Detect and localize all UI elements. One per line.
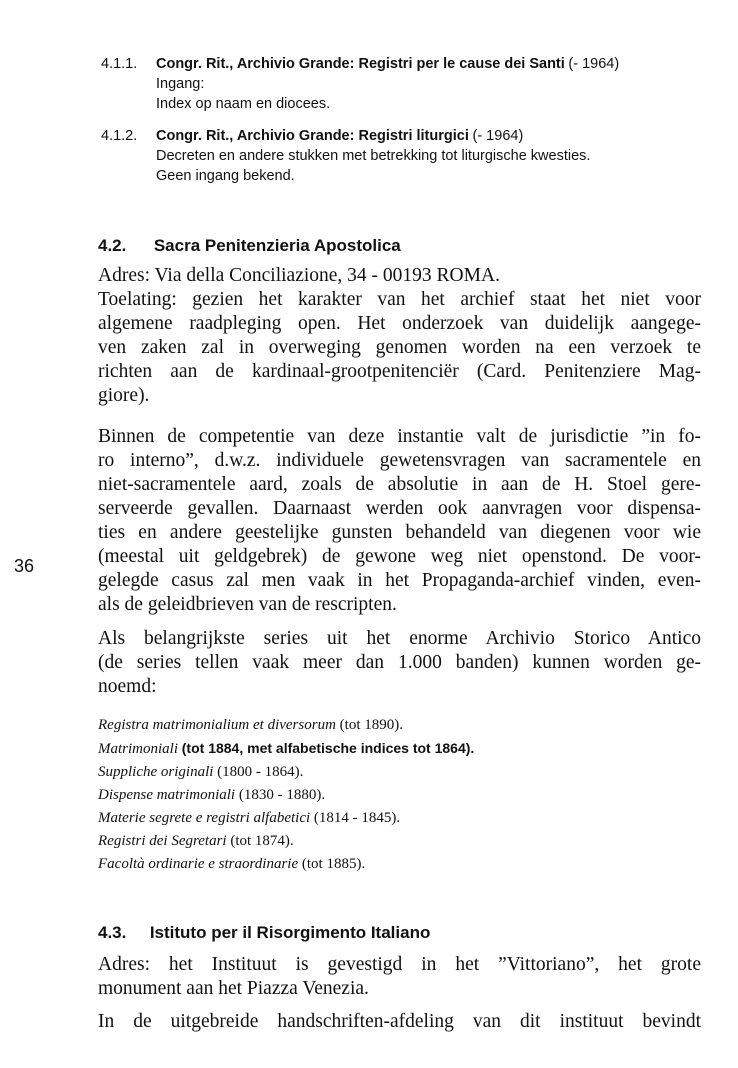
list-item	[98, 853, 698, 876]
entry-line: Ingang:	[156, 76, 205, 92]
paragraph-line: gelegde casus zal men vaak in het Propaganda-archief vinden, even-	[98, 570, 701, 591]
paragraph-line: als de geleidbrieven van de rescripten.	[98, 594, 397, 615]
list-item	[98, 761, 698, 784]
toelating-line: ven zaken zal in overweging genomen worden na een verzoek te	[98, 337, 701, 358]
series-detail: (1800 - 1864).	[217, 764, 304, 780]
paragraph-line: Adres: het Instituut is gevestigd in het ”Vittoriano”, het grote	[98, 954, 701, 975]
jurisdiction-paragraph	[98, 425, 701, 617]
entry-date: (- 1964)	[568, 56, 620, 72]
toelating-line: algemene raadpleging open. Het onderzoek van duidelijk aangege-	[98, 313, 701, 334]
paragraph-line: noemd:	[98, 676, 157, 697]
entry-line: Geen ingang bekend.	[156, 168, 295, 184]
section-heading-4-3	[98, 923, 701, 943]
list-item	[98, 714, 698, 737]
entry-title: Congr. Rit., Archivio Grande: Registri liturgici	[156, 128, 469, 144]
series-title: Facoltà ordinarie e straordinarie	[98, 856, 299, 872]
series-detail: (tot 1884, met alfabetische indices tot 1864).	[181, 740, 475, 756]
entry-number: 4.1.2.	[101, 128, 138, 144]
series-title: Materie segrete e registri alfabetici	[98, 810, 311, 826]
paragraph-line: ties en andere geestelijke gunsten behandeld van diegenen voor wie	[98, 522, 701, 543]
series-detail: (tot 1890).	[339, 717, 403, 733]
institute-paragraph	[98, 1010, 701, 1034]
toelating-line: giore).	[98, 385, 150, 406]
series-intro-paragraph	[98, 627, 701, 699]
paragraph-line: In de uitgebreide handschriften-afdeling van dit instituut bevindt	[98, 1011, 701, 1032]
toelating-line: richten aan de kardinaal-grootpenitenciër (Card. Penitenziere Mag-	[98, 361, 701, 382]
entry-4-1-1	[101, 54, 701, 118]
series-detail: (1830 - 1880).	[238, 787, 326, 803]
paragraph-line: (de series tellen vaak meer dan 1.000 banden) kunnen worden ge-	[98, 652, 701, 673]
series-title: Registri dei Segretari	[98, 833, 227, 849]
entry-title: Congr. Rit., Archivio Grande: Registri per le cause dei Santi	[156, 56, 565, 72]
section-number: 4.3.	[98, 923, 127, 942]
entry-line: Index op naam en diocees.	[156, 96, 331, 112]
series-title: Suppliche originali	[98, 764, 214, 780]
section-title: Istituto per il Risorgimento Italiano	[149, 923, 431, 942]
series-detail: (tot 1874).	[230, 833, 294, 849]
entry-date: (- 1964)	[472, 128, 524, 144]
address-paragraph	[98, 264, 701, 408]
section-heading-4-2	[98, 236, 701, 256]
series-title: Registra matrimonialium et diversorum	[98, 717, 336, 733]
section-title: Sacra Penitenzieria Apostolica	[153, 236, 401, 255]
page-number: 36	[14, 556, 35, 576]
address-line: Adres: Via della Conciliazione, 34 - 00193 ROMA.	[98, 265, 500, 286]
paragraph-line: (meestal uit geldgebrek) de gewone weg niet openstond. De voor-	[98, 546, 701, 567]
institute-address-paragraph	[98, 953, 701, 1001]
list-item	[98, 784, 698, 807]
paragraph-line: ro interno”, d.w.z. individuele gewetensvragen van sacramentele en	[98, 450, 701, 471]
list-item	[98, 830, 698, 853]
toelating-line: Toelating: gezien het karakter van het archief staat het niet voor	[98, 289, 701, 310]
entry-number: 4.1.1.	[101, 56, 138, 72]
series-detail: (tot 1885).	[301, 856, 366, 872]
paragraph-line: monument aan het Piazza Venezia.	[98, 978, 369, 999]
entry-line: Decreten en andere stukken met betrekking tot liturgische kwesties.	[156, 148, 591, 164]
list-item	[98, 807, 698, 830]
paragraph-line: Als belangrijkste series uit het enorme Archivio Storico Antico	[98, 628, 701, 649]
section-number: 4.2.	[98, 236, 127, 255]
series-title: Dispense matrimoniali	[98, 787, 236, 803]
series-detail: (1814 - 1845).	[313, 810, 401, 826]
series-title: Matrimoniali	[98, 741, 179, 757]
entry-4-1-2	[101, 126, 701, 190]
paragraph-line: serveerde gevallen. Daarnaast werden ook aanvragen voor dispensa-	[98, 498, 701, 519]
list-item	[98, 737, 698, 761]
paragraph-line: Binnen de competentie van deze instantie valt de jurisdictie ”in fo-	[98, 426, 701, 447]
series-list	[98, 714, 698, 876]
paragraph-line: niet-sacramentele aard, zoals de absolutie in aan de H. Stoel gere-	[98, 474, 701, 495]
